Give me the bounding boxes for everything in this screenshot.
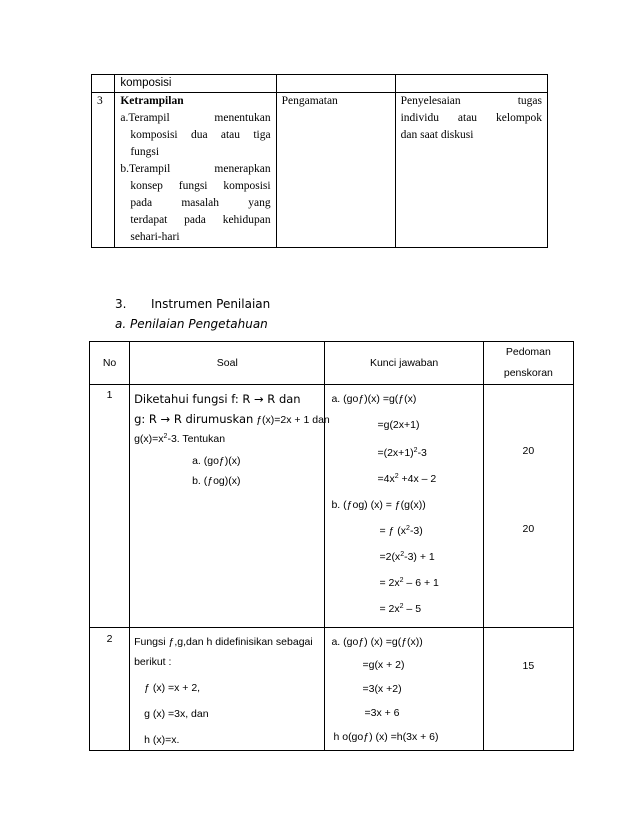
score-value: 20 bbox=[522, 523, 535, 535]
skill-cell bbox=[115, 93, 276, 248]
section-heading bbox=[115, 297, 270, 311]
question-cell: Diketahui fungsi f: R → R dan g: R → R dirumuskan ƒ(x)=2x + 1 dan $g(x)=x^2-3$. Tentukan a. (goƒ)(x) b. (ƒog)(x) bbox=[130, 385, 325, 628]
skill-item-b-line: terdapat pada kehidupan bbox=[130, 214, 271, 226]
answer-key-cell: a. (goƒ) (x) =g(ƒ(x)) =g(x + 2) =3(x +2) =3x + 6 h o(goƒ) (x) =h(3x + 6) bbox=[325, 628, 483, 751]
answer-key-cell: a. (goƒ)(x) =g(ƒ(x) =g(2x+1) $=(2x+1)^2-3$ $=4x^2 +4x - 2$ b. (ƒog) (x) = ƒ(g(x)) = ƒ $(x^2-3)$ $=2(x^2-3) + 1$ = $2x^2 - 6 + 1$ = $2x^2 - 5$ bbox=[325, 385, 483, 628]
section-title: Instrumen Penilaian bbox=[151, 297, 271, 311]
skill-item-b-line: pada masalah yang bbox=[130, 197, 271, 209]
skill-heading: Ketrampilan bbox=[120, 95, 184, 107]
table-row bbox=[92, 75, 548, 93]
cell-komposisi: komposisi bbox=[115, 75, 276, 93]
table-row bbox=[90, 385, 574, 628]
row-number: 2 bbox=[90, 628, 130, 751]
skill-item-a-line: fungsi bbox=[130, 146, 160, 158]
instrument-cell: Penyelesaian tugas individu atau kelompok dan saat diskusi bbox=[395, 93, 547, 248]
score-value: 15 bbox=[522, 660, 535, 672]
question-cell: Fungsi ƒ,g,dan h didefinisikan sebagai berikut : ƒ (x) =x + 2, g (x) =3x, dan h (x)=x. bbox=[130, 628, 325, 751]
header-pedoman: Pedoman penskoran bbox=[483, 342, 573, 385]
assessment-table bbox=[89, 341, 574, 751]
skill-item-a-line: komposisi dua atau tiga bbox=[130, 129, 271, 141]
score-cell bbox=[483, 628, 573, 751]
header-kunci: Kunci jawaban bbox=[325, 342, 483, 385]
table-row bbox=[90, 628, 574, 751]
skill-item-b-line: konsep fungsi komposisi bbox=[130, 180, 271, 192]
score-value: 20 bbox=[522, 445, 535, 457]
technique-cell: Pengamatan bbox=[276, 93, 395, 248]
skill-item-b: b.Terampil menerapkan bbox=[120, 163, 271, 175]
subsection-heading: a. Penilaian Pengetahuan bbox=[115, 317, 268, 331]
table-row bbox=[92, 93, 548, 248]
row-number: 1 bbox=[90, 385, 130, 628]
header-soal: Soal bbox=[130, 342, 325, 385]
score-cell bbox=[483, 385, 573, 628]
section-number: 3. bbox=[115, 297, 127, 311]
skill-item-b-line: sehari-hari bbox=[130, 231, 180, 243]
header-no: No bbox=[90, 342, 130, 385]
row-number: 3 bbox=[92, 93, 115, 248]
table-header-row bbox=[90, 342, 574, 385]
competency-table bbox=[91, 74, 548, 248]
skill-item-a: a.Terampil menentukan bbox=[120, 112, 271, 124]
